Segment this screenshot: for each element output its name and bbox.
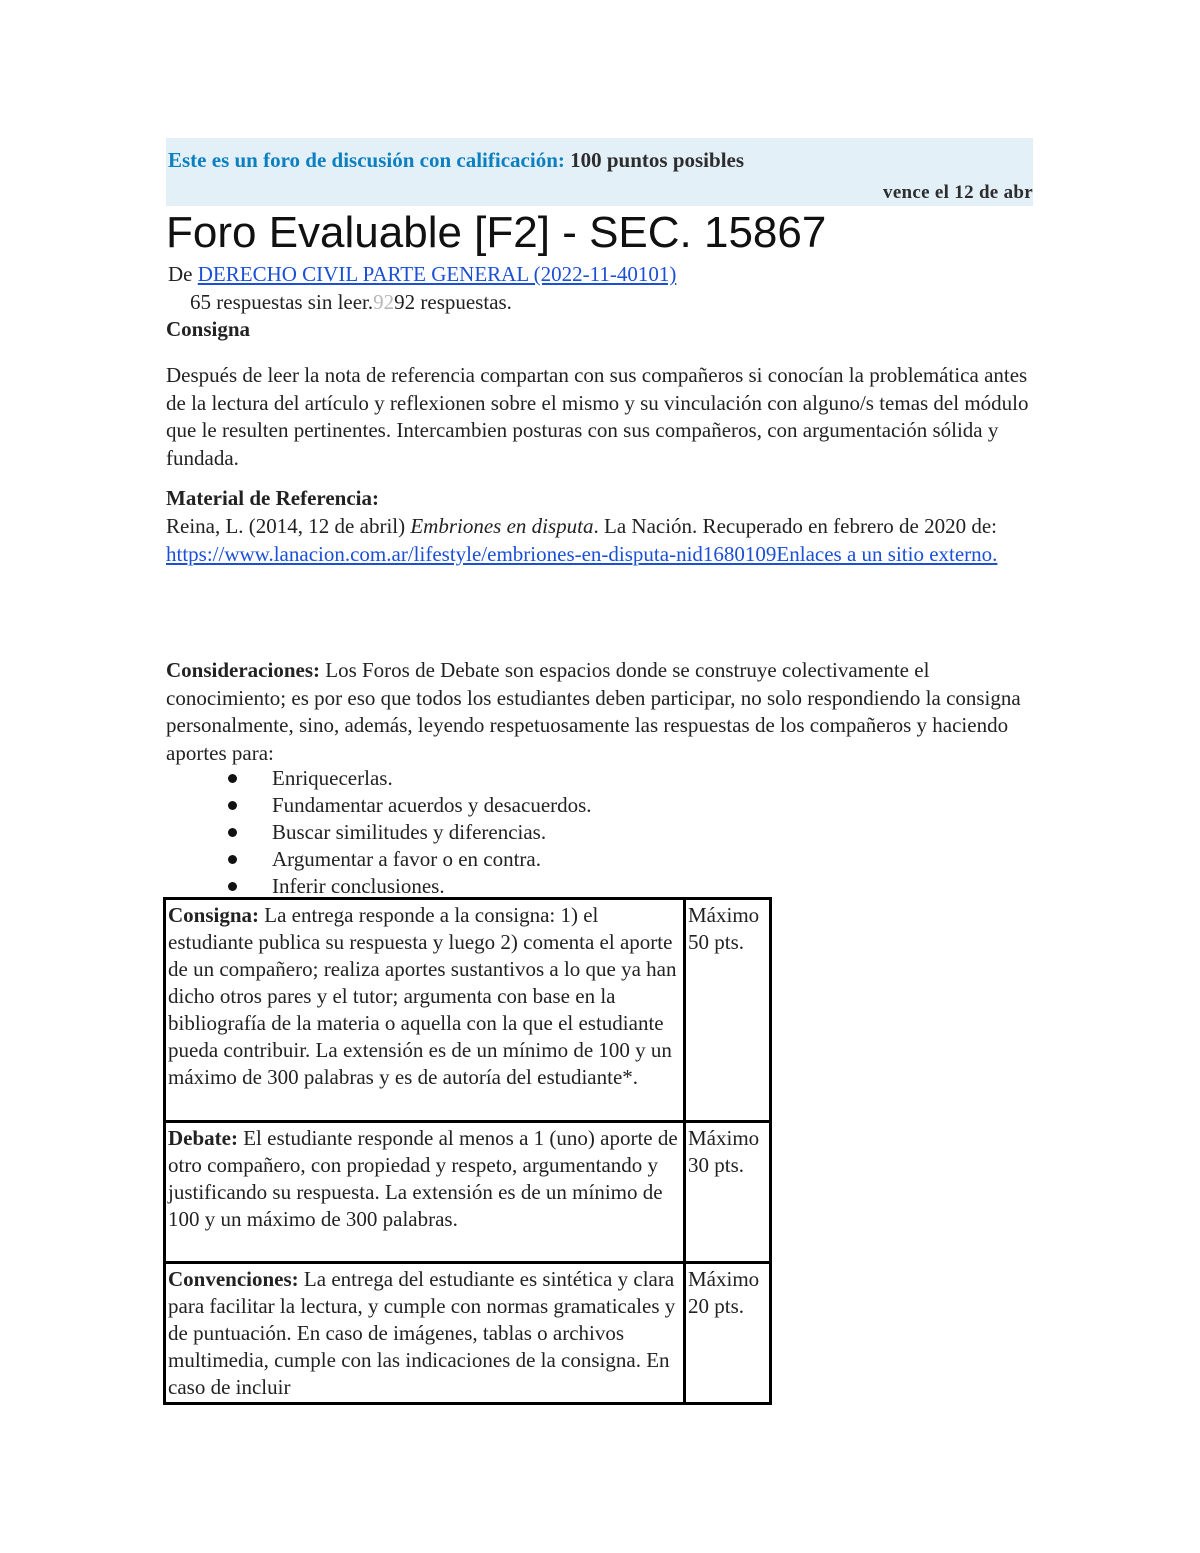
table-row: [165, 1122, 771, 1263]
reference-source: . La Nación. Recuperado en febrero de 2020 de:: [593, 514, 998, 538]
rubric-criterion: [165, 1263, 685, 1404]
considerations-paragraph: [166, 657, 1032, 767]
bullet-icon: [228, 774, 237, 783]
faint-reply-count: 92: [373, 290, 395, 314]
reference-title: Embriones en disputa: [410, 514, 594, 538]
considerations-list: [166, 765, 592, 900]
reference-heading: Material de Referencia:: [166, 486, 380, 510]
reference-author: Reina, L. (2014, 12 de abril): [166, 514, 406, 538]
bullet-icon: [228, 882, 237, 891]
criterion-text: La entrega del estudiante es sintética y clara para facilitar la lectura, y cumple con normas gramaticales y de puntuación. En caso de imágenes, tablas o archivos multimedia, cumple con las indicaciones de la consigna. En caso de incluir: [168, 1267, 676, 1399]
rubric-points: Máximo 30 pts.: [685, 1122, 771, 1263]
course-line: [168, 262, 676, 287]
rubric-points: Máximo 20 pts.: [685, 1263, 771, 1404]
considerations-label: Consideraciones:: [166, 658, 320, 682]
due-date: vence el 12 de abr: [883, 182, 1033, 203]
criterion-text: El estudiante responde al menos a 1 (uno) aporte de otro compañero, con propiedad y respeto, argumentando y justificando su respuesta. La extensión es de un mínimo de 100 y un máximo de 300 palabras.: [168, 1126, 678, 1231]
total-replies: 92 respuestas.: [394, 290, 512, 314]
course-prefix: De: [168, 262, 193, 286]
criterion-text: La entrega responde a la consigna: 1) el estudiante publica su respuesta y luego 2) comenta el aporte de un compañero; realiza aportes sustantivos a lo que ya han dicho otros pares y el tutor; argumenta con base en la bibliografía de la materia o aquella con la que el estudiante pueda contribuir. La extensión es de un mínimo de 100 y un máximo de 300 palabras y es de autoría del estudiante*.: [168, 903, 677, 1089]
graded-discussion-line: [168, 148, 744, 173]
list-item-text: Fundamentar acuerdos y desacuerdos.: [272, 793, 592, 817]
course-link[interactable]: DERECHO CIVIL PARTE GENERAL (2022-11-40101): [197, 262, 677, 286]
list-item-text: Argumentar a favor o en contra.: [272, 847, 542, 871]
graded-discussion-label: Este es un foro de discusión con calificación:: [168, 148, 565, 172]
points-possible: 100 puntos posibles: [570, 148, 745, 172]
considerations-body: Los Foros de Debate son espacios donde se construye colectivamente el conocimiento; es por eso que todos los estudiantes deben participar, no solo respondiendo la consigna personalmente, sino, además, leyendo respetuosamente las respuestas de los compañeros y haciendo aportes para:: [166, 658, 1021, 765]
table-row: [165, 899, 771, 1122]
rubric-criterion: [165, 899, 685, 1122]
rubric-table: [163, 897, 772, 1405]
reference-body: [166, 513, 1032, 568]
list-item: [166, 846, 592, 873]
criterion-label: Consigna:: [168, 903, 260, 927]
list-item: [166, 765, 592, 792]
criterion-label: Convenciones:: [168, 1267, 299, 1291]
list-item-text: Inferir conclusiones.: [272, 874, 445, 898]
rubric-criterion: [165, 1122, 685, 1263]
table-row: [165, 1263, 771, 1404]
rubric-points: Máximo 50 pts.: [685, 899, 771, 1122]
criterion-label: Debate:: [168, 1126, 238, 1150]
list-item: [166, 873, 592, 900]
list-item: [166, 819, 592, 846]
bullet-icon: [228, 801, 237, 810]
bullet-icon: [228, 855, 237, 864]
list-item: [166, 792, 592, 819]
consigna-body: Después de leer la nota de referencia compartan con sus compañeros si conocían la problemática antes de la lectura del artículo y reflexionen sobre el mismo y su vinculación con alguno/s temas del módulo que le resulten pertinentes. Intercambien posturas con sus compañeros, con argumentación sólida y fundada.: [166, 363, 1029, 470]
unread-replies: 65 respuestas sin leer.: [190, 290, 374, 314]
list-item-text: Buscar similitudes y diferencias.: [272, 820, 547, 844]
list-item-text: Enriquecerlas.: [272, 766, 393, 790]
graded-discussion-banner: [166, 138, 1033, 206]
replies-summary: [190, 290, 512, 315]
bullet-icon: [228, 828, 237, 837]
reference-link[interactable]: https://www.lanacion.com.ar/lifestyle/embriones-en-disputa-nid1680109Enlaces a un sitio externo.: [166, 541, 998, 566]
consigna-heading: Consigna: [166, 317, 251, 341]
page-title: Foro Evaluable [F2] - SEC. 15867: [166, 208, 827, 257]
